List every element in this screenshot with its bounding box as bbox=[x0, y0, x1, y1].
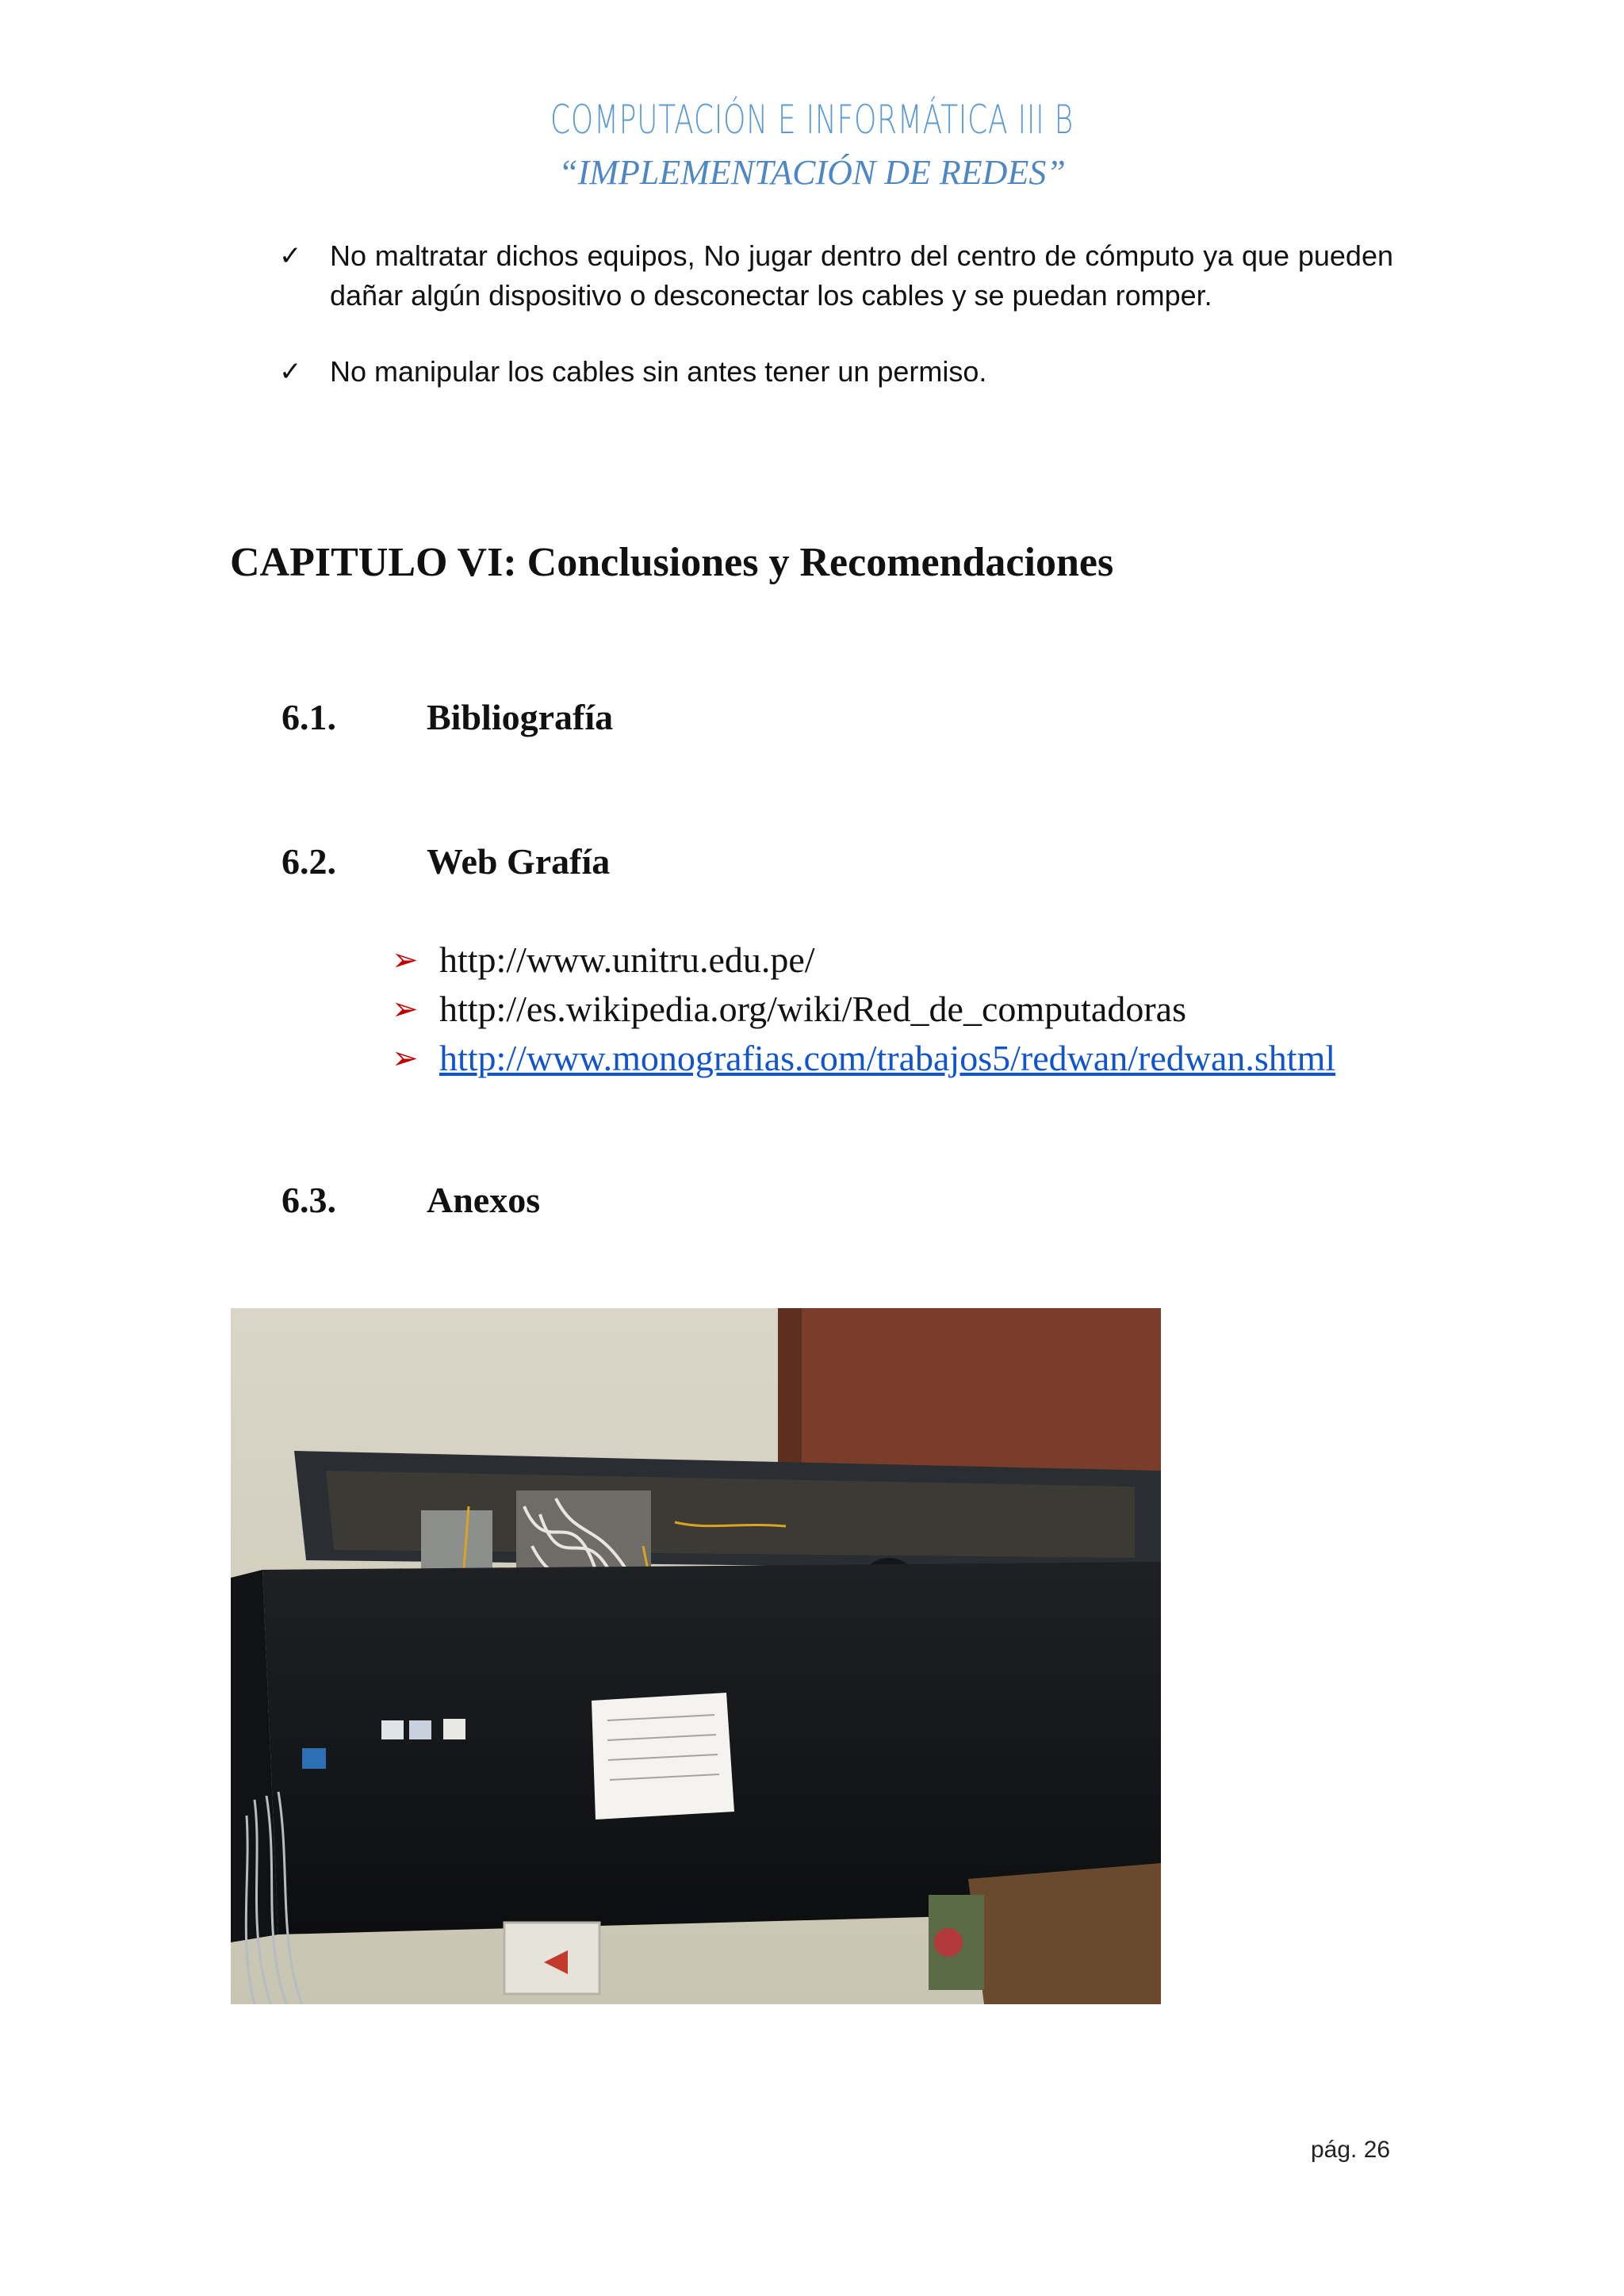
web-link-text: http://es.wikipedia.org/wiki/Red_de_computadoras bbox=[439, 989, 1186, 1029]
section-title: Web Grafía bbox=[427, 841, 611, 882]
section-number: 6.2. bbox=[282, 841, 336, 882]
header-title: COMPUTACIÓN E INFORMÁTICA III B bbox=[550, 97, 1074, 143]
checkmark-icon: ✓ bbox=[279, 240, 302, 272]
arrow-bullet-icon: ➢ bbox=[392, 1040, 419, 1076]
section-title: Bibliografía bbox=[427, 697, 614, 737]
web-link-list bbox=[392, 936, 1399, 1083]
arrow-bullet-icon: ➢ bbox=[392, 991, 419, 1027]
bullet-item bbox=[279, 352, 1393, 392]
section-heading-anexos bbox=[282, 1179, 540, 1221]
web-link-item bbox=[392, 1034, 1399, 1083]
web-link-item bbox=[392, 985, 1399, 1034]
section-title: Anexos bbox=[427, 1180, 541, 1220]
bullet-list bbox=[279, 236, 1393, 392]
bullet-text: No manipular los cables sin antes tener un permiso. bbox=[330, 355, 987, 388]
web-link-text: http://www.unitru.edu.pe/ bbox=[439, 939, 815, 980]
section-heading-bibliografia bbox=[282, 696, 613, 738]
section-heading-web-grafia bbox=[282, 840, 610, 882]
bullet-text: No maltratar dichos equipos, No jugar dentro del centro de cómputo ya que pueden dañar algún dispositivo o desconectar los cables y se puedan romper. bbox=[330, 239, 1393, 312]
chapter-heading: CAPITULO VI: Conclusiones y Recomendaciones bbox=[230, 540, 1114, 585]
arrow-bullet-icon: ➢ bbox=[392, 942, 419, 978]
checkmark-icon: ✓ bbox=[279, 356, 302, 388]
header-subtitle: “IMPLEMENTACIÓN DE REDES” bbox=[558, 153, 1066, 192]
web-link-item bbox=[392, 936, 1399, 985]
page-number: pág. 26 bbox=[1311, 2137, 1391, 2163]
bullet-item bbox=[279, 236, 1393, 316]
section-number: 6.3. bbox=[282, 1180, 336, 1220]
hyperlink-monografias[interactable]: http://www.monografias.com/trabajos5/redwan/redwan.shtml bbox=[439, 1038, 1336, 1078]
section-number: 6.1. bbox=[282, 697, 336, 737]
annex-photo-network-rack bbox=[231, 1308, 1161, 2004]
